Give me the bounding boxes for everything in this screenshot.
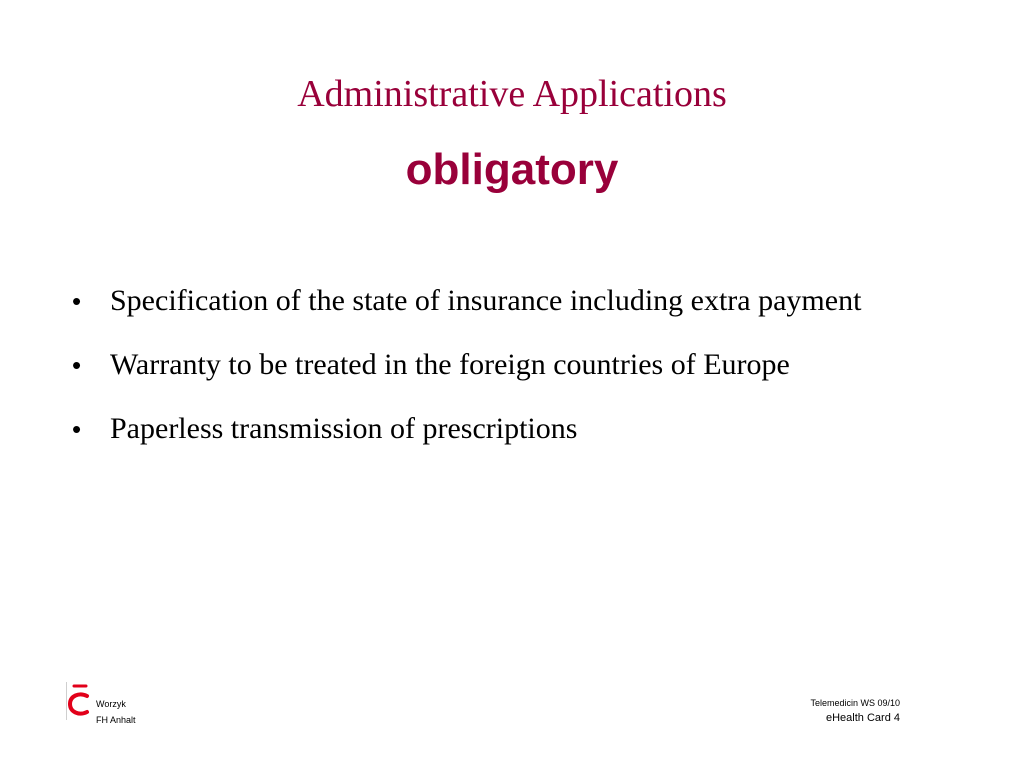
fh-anhalt-logo-icon: [66, 682, 90, 720]
bullet-list: [70, 274, 950, 466]
footer-course-block: [810, 696, 900, 726]
bullet-text: Paperless transmission of prescriptions: [110, 412, 578, 445]
footer-author-block: [96, 696, 136, 728]
bullet-dot-icon: •: [72, 414, 82, 444]
bullet-dot-icon: •: [72, 286, 82, 316]
footer-institution: FH Anhalt: [96, 715, 136, 725]
slide-subtitle: obligatory: [405, 145, 619, 194]
footer-author: Worzyk: [96, 699, 126, 709]
bullet-dot-icon: •: [72, 350, 82, 380]
bullet-text: Warranty to be treated in the foreign countries of Europe: [110, 348, 790, 381]
slide-title: Administrative Applications: [297, 73, 727, 115]
bullet-text: Specification of the state of insurance including extra payment: [110, 284, 862, 317]
bullet-item: [70, 338, 950, 392]
footer-page-label: eHealth Card 4: [826, 712, 900, 724]
footer-course: Telemedicin WS 09/10: [810, 698, 900, 708]
bullet-item: [70, 402, 950, 456]
bullet-item: [70, 274, 950, 328]
